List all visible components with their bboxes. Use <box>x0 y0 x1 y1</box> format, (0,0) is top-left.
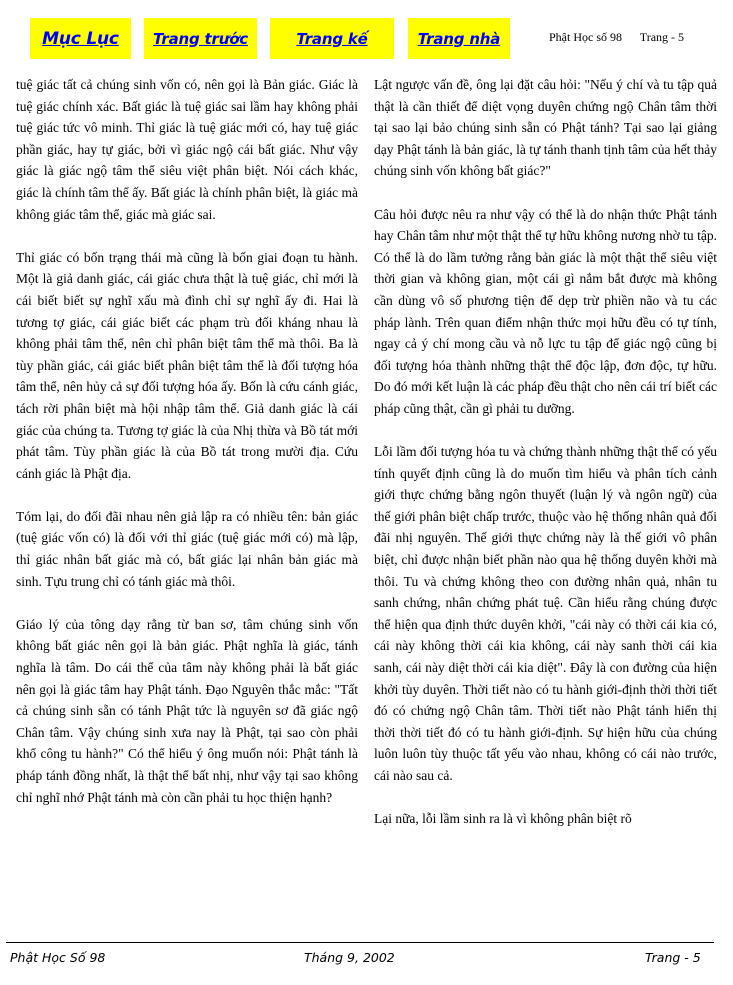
previous-page-link[interactable]: Trang trước <box>144 18 257 59</box>
header-issue: Phật Học số 98 <box>549 30 622 44</box>
paragraph: Lật ngược vấn đề, ông lại đặt câu hỏi: "Nếu ý chí và tu tập quả thật là cần thiết để diệt vọng duyên chứng ngộ Chân tâm thời tại sao lại bảo chúng sinh sẵn có Phật tánh? Tại sao lại giảng dạy Phật tánh là bản giác, là tự tánh thanh tịnh tâm của hết thảy chúng sinh vốn không bất giác?" <box>374 77 717 179</box>
paragraph: Lại nữa, lỗi lầm sinh ra là vì không phân biệt rõ <box>374 811 632 827</box>
paragraph: Tóm lại, do đối đãi nhau nên giả lập ra có nhiều tên: bản giác (tuệ giác vốn có) là đối với thỉ giác (tuệ giác mới có) mà lập, thỉ giác nhân bất giác mà có, bất giác lại nhân bản giác mà sinh. Tựu trung chỉ có tánh giác mà thôi. <box>16 508 358 589</box>
next-page-link[interactable]: Trang kế <box>270 18 394 59</box>
muc-luc-link[interactable]: Mục Lục <box>30 18 131 59</box>
left-text-column <box>16 74 358 830</box>
paragraph: tuệ giác tất cả chúng sinh vốn có, nên gọi là Bản giác. Giác là tuệ giác chính xác. Bất giác là tuệ giác sai lầm hay không phải tuệ giác tức vô minh. Thỉ giác là tuệ giác mới có, hay tuệ giác phần giác, hay tự giác, bởi vì giác ngộ cái bất giác. Như vậy giác là giác ngộ tâm thể siêu việt phân biệt. Nói cách khác, giác là chính tâm thể ấy. Bất giác là chính phân biệt, là giác mà không giác tâm thể, giác mà giác sai. <box>16 77 358 222</box>
footer-divider <box>6 942 714 943</box>
home-page-link[interactable]: Trang nhà <box>408 18 510 59</box>
paragraph: Lỗi lầm đối tượng hóa tu và chứng thành những thật thể có yếu tính quyết định cũng là do muốn tìm hiểu và phân tích cảnh giới thực chứng bằng ngôn thuyết (luận lý và ngôn ngữ) của thế giới phân biệt chấp trước, thuộc vào hệ thống nhân quả đối đãi nhị nguyên. Thế giới thực chứng này là thế giới vô phân biệt, chỉ được nhận biết phần nào qua hệ thống duyên khởi mà thôi. Tu và chứng không theo con đường nhân quả, nhân tu sanh chứng, nhân chứng phát tuệ. Cần hiểu rằng chúng được thể hiện qua định thức duyên khởi, "cái này có thời cái kia có, cái này không thời cái kia không, cái này sanh thời cái kia sanh, cái này diệt thời cái kia diệt". Đây là con đường của hiện khởi tùy duyên. Thời tiết nào có tu hành giới-định thời thời tiết đó có chứng ngộ Chân tâm. Thời tiết nào Phật tánh hiển thị thời thời tiết đó có tu hành giới-định. Sự hiện hữu của chúng luôn luôn tùy thuộc tất yếu vào nhau, không có cái nào trước, cái nào sau cả. <box>374 444 717 783</box>
paragraph: Thỉ giác có bốn trạng thái mà cũng là bốn giai đoạn tu hành. Một là giả danh giác, cái giác chưa thật là tuệ giác, chỉ mới là cái biết biết sự nghĩ xấu mà đình chỉ sự nghĩ ấy đi. Hai là tương tợ giác, cái giác biết các phạm trù đối kháng nhau là không phải tâm thể, nên chỉ phân biệt tâm thể mà thôi. Ba là tùy phần giác, cái giác biết phân biệt tâm thể là đối tượng hóa tâm thể, nên hủy cả sự đối tượng hóa ấy. Bốn là cứu cánh giác, tách rời phân biệt mà hội nhập tâm thể. Giả danh giác là cái giác của chúng ta. Tương tợ giác là của Nhị thừa và Bồ tát mới phát tâm. Tùy phần giác là của Bồ tát trong mười địa. Cứu cánh giác là Phật địa. <box>16 249 358 481</box>
header-issue-info <box>549 30 684 45</box>
header-page: Trang - 5 <box>639 30 685 44</box>
footer-issue: Phật Học Số 98 <box>10 950 106 965</box>
right-text-column <box>374 74 717 851</box>
paragraph: Giáo lý của tông dạy rằng từ ban sơ, tâm chúng sinh vốn không bất giác nên gọi là bản giác. Phật nghĩa là giác, tánh nghĩa là tâm. Do cái thể của tâm này không phải là bất giác nên gọi là giác tâm hay Phật tánh. Đạo Nguyên thắc mắc: "Tất cả chúng sinh sẵn có tánh Phật tức là nguyên sơ đã giác ngộ Chân tâm. Vậy chúng sinh xưa nay là Phật, tại sao còn phải khổ công tu hành?" Có thể hiểu ý ông muốn nói: Phật tánh là pháp tánh đồng nhất, là thật thể bất nhị, như vậy tại sao không chỉ nghĩ nhớ Phật tánh mà còn cần phải tu học thiện hạnh? <box>16 616 358 805</box>
footer-date: Tháng 9, 2002 <box>304 950 395 965</box>
footer-page: Trang - 5 <box>645 950 701 965</box>
paragraph: Câu hỏi được nêu ra như vậy có thể là do nhận thức Phật tánh hay Chân tâm như một thật thể tự hữu không nương nhờ tu tập. Có thể là do lầm tưởng rằng bản giác là một thật thể siêu việt thời gian và không gian, một cái gì nắm bắt được mà không cần dùng vô số phương tiện để dẹp trừ phiền não và tu các pháp lành. Trên quan điểm nhận thức mọi hữu đều có tự tính, ngay cả ý chí mong cầu và nỗ lực tu tập để giác ngộ cũng bị đối tượng hóa thành những thật thể độc lập, đơn độc, tự hữu. Do đó mới kết luận là các pháp đều thật cho nên cái trí biết các pháp cũng thật, cần gì phải tu dưỡng. <box>374 206 717 416</box>
